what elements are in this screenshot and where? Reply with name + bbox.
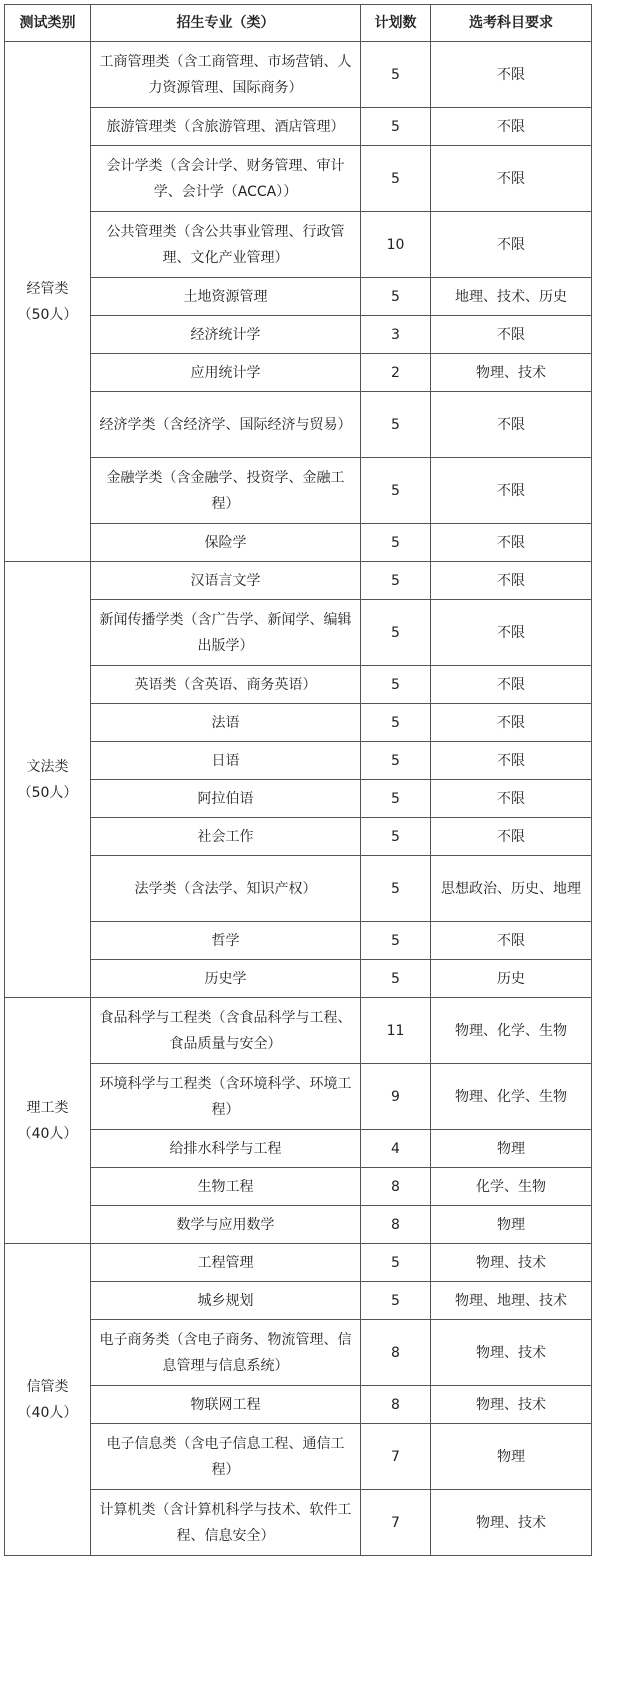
plan-cell: 9 [361, 1064, 431, 1130]
major-cell: 环境科学与工程类（含环境科学、环境工程） [91, 1064, 361, 1130]
table-row [5, 1320, 592, 1386]
requirement-cell: 物理、技术 [431, 1386, 592, 1424]
major-cell: 社会工作 [91, 818, 361, 856]
requirement-cell: 物理 [431, 1424, 592, 1490]
category-cell [5, 42, 91, 562]
table-row [5, 1206, 592, 1244]
header-category: 测试类别 [5, 5, 91, 42]
major-cell: 会计学类（含会计学、财务管理、审计学、会计学（ACCA）） [91, 146, 361, 212]
major-cell: 法语 [91, 704, 361, 742]
table-row [5, 146, 592, 212]
category-name: 信管类 [26, 1378, 69, 1395]
major-cell: 新闻传播学类（含广告学、新闻学、编辑出版学） [91, 600, 361, 666]
plan-cell: 11 [361, 998, 431, 1064]
major-cell: 金融学类（含金融学、投资学、金融工程） [91, 458, 361, 524]
requirement-cell: 思想政治、历史、地理 [431, 856, 592, 922]
plan-cell: 8 [361, 1168, 431, 1206]
requirement-cell: 地理、技术、历史 [431, 278, 592, 316]
category-name: 经管类 [26, 280, 69, 297]
table-row [5, 1130, 592, 1168]
table-row [5, 1490, 592, 1556]
requirement-cell: 物理、技术 [431, 1490, 592, 1556]
major-cell: 工商管理类（含工商管理、市场营销、人力资源管理、国际商务） [91, 42, 361, 108]
plan-cell: 5 [361, 818, 431, 856]
header-major: 招生专业（类） [91, 5, 361, 42]
table-row [5, 742, 592, 780]
requirement-cell: 不限 [431, 212, 592, 278]
requirement-cell: 不限 [431, 146, 592, 212]
requirement-cell: 不限 [431, 392, 592, 458]
requirement-cell: 不限 [431, 108, 592, 146]
table-row [5, 666, 592, 704]
requirement-cell: 不限 [431, 562, 592, 600]
major-cell: 日语 [91, 742, 361, 780]
plan-cell: 3 [361, 316, 431, 354]
plan-cell: 5 [361, 108, 431, 146]
plan-cell: 4 [361, 1130, 431, 1168]
major-cell: 汉语言文学 [91, 562, 361, 600]
plan-cell: 5 [361, 392, 431, 458]
requirement-cell: 物理、化学、生物 [431, 1064, 592, 1130]
table-row [5, 998, 592, 1064]
table-row [5, 1244, 592, 1282]
major-cell: 法学类（含法学、知识产权） [91, 856, 361, 922]
table-row [5, 1386, 592, 1424]
table-row [5, 278, 592, 316]
plan-cell: 5 [361, 666, 431, 704]
requirement-cell: 不限 [431, 600, 592, 666]
requirement-cell: 不限 [431, 458, 592, 524]
plan-cell: 2 [361, 354, 431, 392]
table-row [5, 922, 592, 960]
category-cell [5, 562, 91, 998]
plan-cell: 5 [361, 1244, 431, 1282]
plan-cell: 5 [361, 458, 431, 524]
plan-cell: 7 [361, 1424, 431, 1490]
requirement-cell: 不限 [431, 922, 592, 960]
major-cell: 历史学 [91, 960, 361, 998]
plan-cell: 5 [361, 146, 431, 212]
plan-cell: 5 [361, 704, 431, 742]
plan-cell: 8 [361, 1386, 431, 1424]
category-quota: （50人） [17, 784, 78, 801]
plan-cell: 5 [361, 524, 431, 562]
table-row [5, 108, 592, 146]
table-row [5, 818, 592, 856]
category-quota: （40人） [17, 1125, 78, 1142]
category-cell [5, 998, 91, 1244]
major-cell: 公共管理类（含公共事业管理、行政管理、文化产业管理） [91, 212, 361, 278]
major-cell: 旅游管理类（含旅游管理、酒店管理） [91, 108, 361, 146]
major-cell: 数学与应用数学 [91, 1206, 361, 1244]
plan-cell: 5 [361, 278, 431, 316]
major-cell: 经济统计学 [91, 316, 361, 354]
major-cell: 阿拉伯语 [91, 780, 361, 818]
requirement-cell: 物理、地理、技术 [431, 1282, 592, 1320]
major-cell: 电子商务类（含电子商务、物流管理、信息管理与信息系统） [91, 1320, 361, 1386]
requirement-cell: 不限 [431, 42, 592, 108]
table-row [5, 1424, 592, 1490]
table-body [5, 42, 592, 1556]
major-cell: 食品科学与工程类（含食品科学与工程、食品质量与安全） [91, 998, 361, 1064]
major-cell: 土地资源管理 [91, 278, 361, 316]
table-row [5, 354, 592, 392]
plan-cell: 5 [361, 742, 431, 780]
requirement-cell: 物理、技术 [431, 1244, 592, 1282]
plan-cell: 8 [361, 1206, 431, 1244]
table-row [5, 316, 592, 354]
table-row [5, 458, 592, 524]
requirement-cell: 物理 [431, 1130, 592, 1168]
requirement-cell: 物理、技术 [431, 1320, 592, 1386]
table-row [5, 600, 592, 666]
table-row [5, 212, 592, 278]
table-row [5, 392, 592, 458]
requirement-cell: 不限 [431, 818, 592, 856]
category-name: 理工类 [26, 1099, 69, 1116]
table-row [5, 562, 592, 600]
requirement-cell: 物理、技术 [431, 354, 592, 392]
requirement-cell: 不限 [431, 780, 592, 818]
header-plan: 计划数 [361, 5, 431, 42]
major-cell: 哲学 [91, 922, 361, 960]
admissions-table [4, 4, 592, 1556]
plan-cell: 5 [361, 600, 431, 666]
plan-cell: 5 [361, 960, 431, 998]
requirement-cell: 不限 [431, 742, 592, 780]
plan-cell: 8 [361, 1320, 431, 1386]
table-row [5, 524, 592, 562]
major-cell: 工程管理 [91, 1244, 361, 1282]
major-cell: 计算机类（含计算机科学与技术、软件工程、信息安全） [91, 1490, 361, 1556]
plan-cell: 5 [361, 780, 431, 818]
table-row [5, 780, 592, 818]
requirement-cell: 历史 [431, 960, 592, 998]
table-row [5, 856, 592, 922]
plan-cell: 5 [361, 856, 431, 922]
table-row [5, 1282, 592, 1320]
table-row [5, 1064, 592, 1130]
major-cell: 经济学类（含经济学、国际经济与贸易） [91, 392, 361, 458]
category-name: 文法类 [26, 758, 69, 775]
requirement-cell: 不限 [431, 704, 592, 742]
plan-cell: 5 [361, 42, 431, 108]
requirement-cell: 物理、化学、生物 [431, 998, 592, 1064]
major-cell: 电子信息类（含电子信息工程、通信工程） [91, 1424, 361, 1490]
requirement-cell: 物理 [431, 1206, 592, 1244]
header-requirement: 选考科目要求 [431, 5, 592, 42]
plan-cell: 10 [361, 212, 431, 278]
table-row [5, 42, 592, 108]
plan-cell: 5 [361, 1282, 431, 1320]
major-cell: 应用统计学 [91, 354, 361, 392]
plan-cell: 5 [361, 562, 431, 600]
table-row [5, 1168, 592, 1206]
requirement-cell: 不限 [431, 524, 592, 562]
major-cell: 给排水科学与工程 [91, 1130, 361, 1168]
table-row [5, 704, 592, 742]
category-cell [5, 1244, 91, 1556]
header-row [5, 5, 592, 42]
plan-cell: 5 [361, 922, 431, 960]
requirement-cell: 不限 [431, 316, 592, 354]
major-cell: 生物工程 [91, 1168, 361, 1206]
table-row [5, 960, 592, 998]
category-quota: （40人） [17, 1404, 78, 1421]
major-cell: 保险学 [91, 524, 361, 562]
major-cell: 城乡规划 [91, 1282, 361, 1320]
major-cell: 物联网工程 [91, 1386, 361, 1424]
requirement-cell: 不限 [431, 666, 592, 704]
requirement-cell: 化学、生物 [431, 1168, 592, 1206]
major-cell: 英语类（含英语、商务英语） [91, 666, 361, 704]
category-quota: （50人） [17, 306, 78, 323]
plan-cell: 7 [361, 1490, 431, 1556]
